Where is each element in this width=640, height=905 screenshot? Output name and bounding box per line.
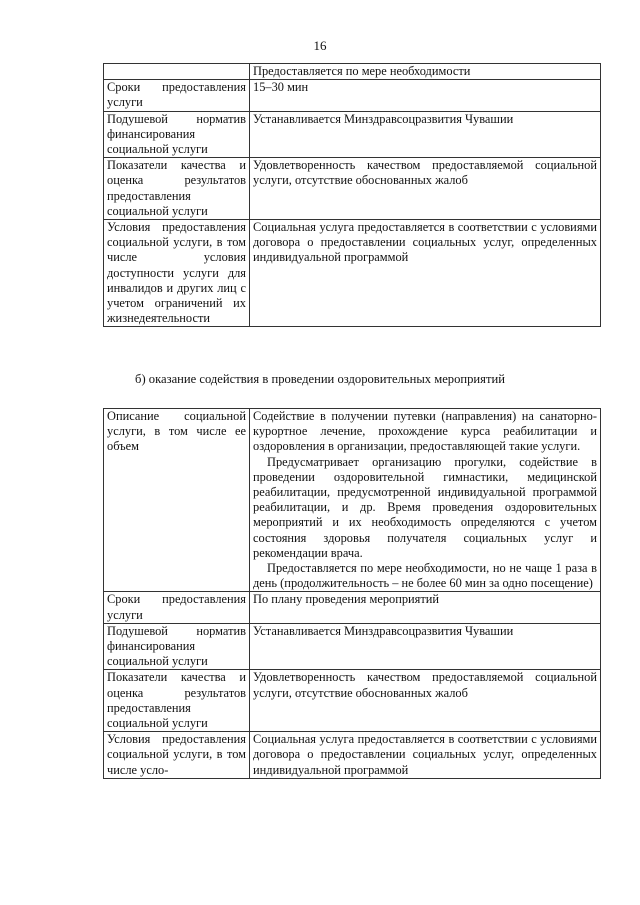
row-value bbox=[250, 220, 601, 327]
table-row bbox=[104, 670, 601, 732]
service-table-2 bbox=[103, 408, 601, 779]
table-row bbox=[104, 158, 601, 220]
row-value bbox=[250, 670, 601, 732]
row-label: Сроки предоставления услуги bbox=[104, 80, 250, 111]
row-label: Условия предоставления социальной услуги, в том числе условия доступности услуги для инвалидов и других лиц с учетом ограничений их жизнедеятельности bbox=[104, 220, 250, 327]
row-label: Подушевой норматив финансирования социальной услуги bbox=[104, 111, 250, 158]
row-value bbox=[250, 111, 601, 158]
value-paragraph: Устанавливается Минздравсоцразвития Чувашии bbox=[253, 623, 514, 638]
table-row bbox=[104, 80, 601, 111]
row-value bbox=[250, 158, 601, 220]
row-label: Условия предоставления социальной услуги, в том числе усло- bbox=[104, 732, 250, 779]
value-paragraph: Удовлетворенность качеством предоставляемой социальной услуги, отсутствие обоснованных жалоб bbox=[253, 670, 597, 700]
value-paragraph: Удовлетворенность качеством предоставляемой социальной услуги, отсутствие обоснованных жалоб bbox=[253, 158, 597, 188]
row-label bbox=[104, 64, 250, 80]
row-label: Показатели качества и оценка результатов предоставления социальной услуги bbox=[104, 158, 250, 220]
service-table-1 bbox=[103, 63, 601, 327]
section-heading: б) оказание содействия в проведении оздоровительных мероприятий bbox=[135, 372, 505, 386]
row-value bbox=[250, 64, 601, 80]
row-label: Сроки предоставления услуги bbox=[104, 592, 250, 623]
table-row bbox=[104, 220, 601, 327]
value-paragraph: 15–30 мин bbox=[253, 80, 309, 95]
table-row bbox=[104, 623, 601, 670]
table-row bbox=[104, 732, 601, 779]
value-paragraph: Социальная услуга предоставляется в соответствии с условиями договора о предоставлении социальных услуг, определенных индивидуальной программой bbox=[253, 220, 597, 265]
value-paragraph: Социальная услуга предоставляется в соответствии с условиями договора о предоставлении социальных услуг, определенных индивидуальной программой bbox=[253, 732, 597, 777]
table-row bbox=[104, 409, 601, 592]
value-paragraph: Предусматривает организацию прогулки, содействие в проведении оздоровительной гимнастики, медицинской реабилитации, предусмотренной индивидуальной программой реабилитации, и др. Время проведения оздоровительных мероприятий и их необходимость определяются с учетом состояния здоровья получателя социальных услуг и рекомендации врача. bbox=[253, 454, 597, 560]
value-paragraph: Предоставляется по мере необходимости bbox=[253, 64, 471, 78]
row-value bbox=[250, 623, 601, 670]
row-value bbox=[250, 409, 601, 592]
value-paragraph: Содействие в получении путевки (направления) на санаторно-курортное лечение, прохождение курса реабилитации и оздоровления в организации, предоставляющей такие услуги. bbox=[253, 409, 597, 454]
page-number: 16 bbox=[313, 38, 327, 53]
value-paragraph: Предоставляется по мере необходимости, но не чаще 1 раза в день (продолжительность – не более 60 мин за одно посещение) bbox=[253, 561, 597, 591]
table-row bbox=[104, 592, 601, 623]
row-label: Описание социальной услуги, в том числе ее объем bbox=[104, 409, 250, 592]
value-paragraph: Устанавливается Минздравсоцразвития Чувашии bbox=[253, 111, 514, 126]
table-row bbox=[104, 111, 601, 158]
row-value bbox=[250, 732, 601, 779]
table-row bbox=[104, 64, 601, 80]
row-value bbox=[250, 592, 601, 623]
row-label: Подушевой норматив финансирования социальной услуги bbox=[104, 623, 250, 670]
row-label: Показатели качества и оценка результатов предоставления социальной услуги bbox=[104, 670, 250, 732]
value-paragraph: По плану проведения мероприятий bbox=[253, 592, 440, 607]
row-value bbox=[250, 80, 601, 111]
